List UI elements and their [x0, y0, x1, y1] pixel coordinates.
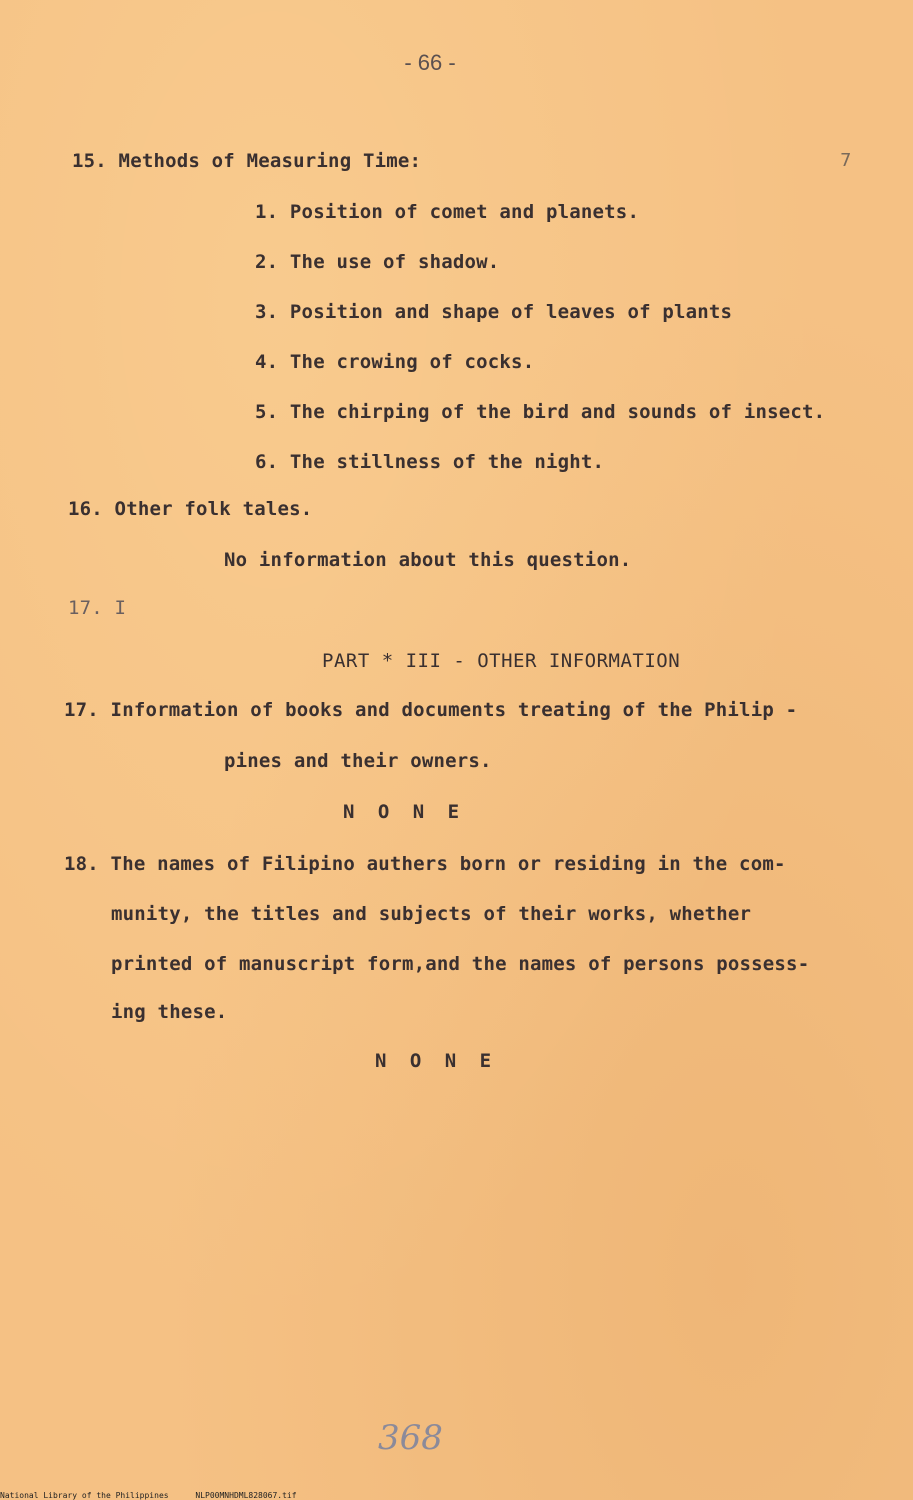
- section-15-item-4: 4. The crowing of cocks.: [255, 351, 535, 373]
- section-17-line-2: pines and their owners.: [224, 750, 492, 772]
- footer-file: NLP00MNHDML828067.tif: [195, 1491, 297, 1500]
- page-number: - 66 -: [404, 50, 456, 75]
- section-15-item-1: 1. Position of comet and planets.: [255, 201, 640, 223]
- scan-footer: [0, 1491, 319, 1500]
- section-17-label: 17. I: [68, 597, 127, 619]
- section-18-line-2: munity, the titles and subjects of their works, whether: [111, 903, 752, 925]
- part-3-heading: PART * III - OTHER INFORMATION: [322, 650, 681, 672]
- section-15-item-5: 5. The chirping of the bird and sounds of insect.: [255, 401, 826, 423]
- section-16-answer: No information about this question.: [224, 549, 632, 571]
- section-18-line-3: printed of manuscript form,and the names of persons possess-: [111, 953, 810, 975]
- section-16-heading: 16. Other folk tales.: [68, 498, 313, 520]
- section-17-line-1: 17. Information of books and documents treating of the Philip -: [64, 699, 798, 721]
- section-15-heading: 15. Methods of Measuring Time:: [72, 150, 422, 172]
- section-15-item-2: 2. The use of shadow.: [255, 251, 500, 273]
- section-15-item-3: 3. Position and shape of leaves of plants: [255, 301, 733, 323]
- section-17-answer: N O N E: [343, 801, 466, 823]
- section-18-answer: N O N E: [375, 1050, 498, 1072]
- section-18-line-1: 18. The names of Filipino authers born or residing in the com-: [64, 853, 786, 875]
- margin-mark: 7: [840, 150, 852, 171]
- section-15-item-6: 6. The stillness of the night.: [255, 451, 605, 473]
- footer-library: National Library of the Philippines: [0, 1491, 169, 1500]
- section-18-line-4: ing these.: [111, 1001, 228, 1023]
- folio-number: 368: [378, 1418, 443, 1458]
